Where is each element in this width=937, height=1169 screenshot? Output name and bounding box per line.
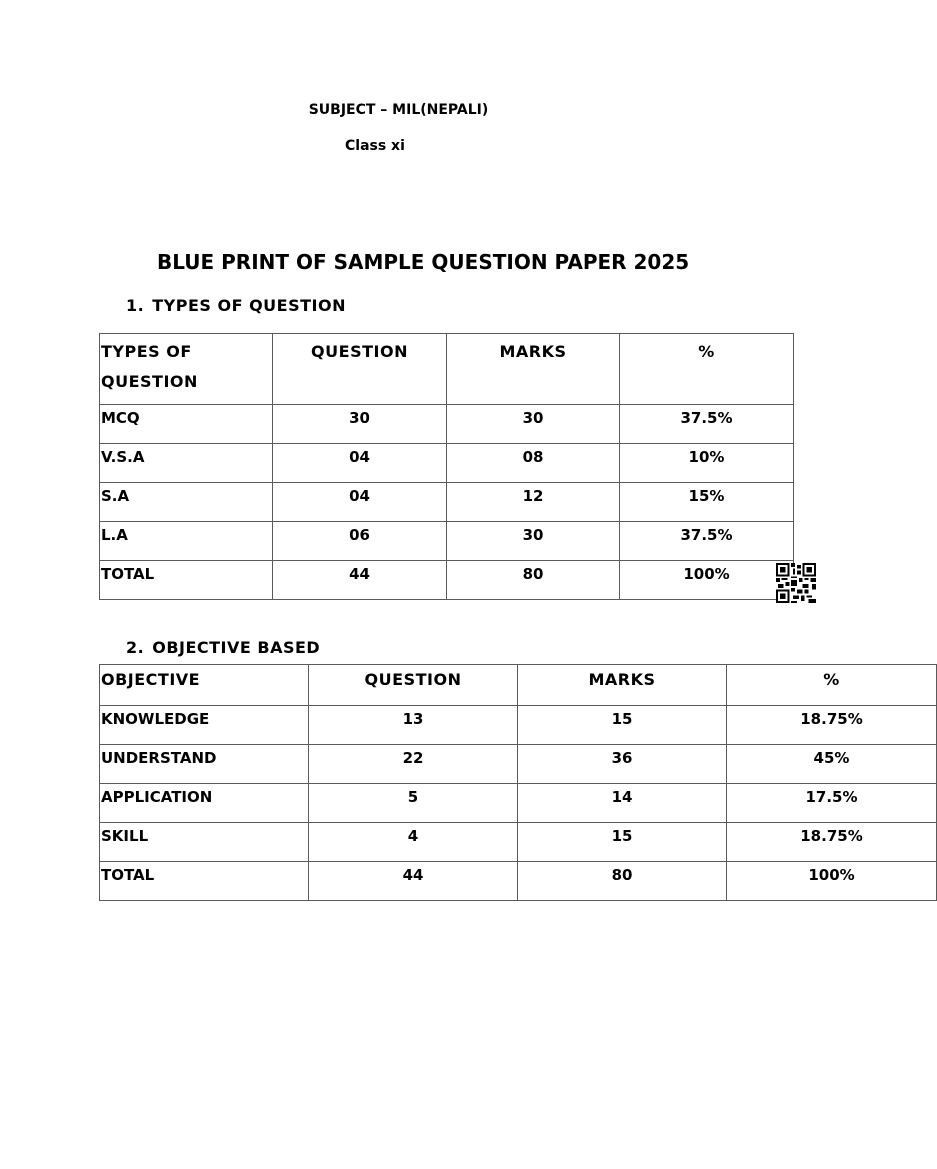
column-header: OBJECTIVE xyxy=(100,665,309,706)
table-cell: 12 xyxy=(447,483,620,522)
table-cell: 14 xyxy=(518,784,727,823)
column-header: TYPES OF QUESTION xyxy=(100,334,273,405)
table-cell: 04 xyxy=(273,444,447,483)
objective-based-table xyxy=(99,664,937,901)
table-row xyxy=(100,706,937,745)
table-cell: 36 xyxy=(518,745,727,784)
table-row xyxy=(100,522,794,561)
table-row xyxy=(100,444,794,483)
table-row-total xyxy=(100,561,794,600)
table-cell: TOTAL xyxy=(100,862,309,901)
table-cell: 100% xyxy=(727,862,937,901)
table-cell: 4 xyxy=(309,823,518,862)
table-cell: V.S.A xyxy=(100,444,273,483)
section-title: TYPES OF QUESTION xyxy=(152,296,346,315)
column-header: % xyxy=(727,665,937,706)
table-cell: 15 xyxy=(518,706,727,745)
table-cell: 100% xyxy=(620,561,794,600)
table-cell: 08 xyxy=(447,444,620,483)
page-title: BLUE PRINT OF SAMPLE QUESTION PAPER 2025 xyxy=(157,250,690,274)
table-cell: 45% xyxy=(727,745,937,784)
table-cell: 30 xyxy=(447,522,620,561)
column-header: QUESTION xyxy=(273,334,447,405)
objective-table-clip xyxy=(99,664,863,896)
table-cell: 5 xyxy=(309,784,518,823)
table-cell: 37.5% xyxy=(620,405,794,444)
table-cell: TOTAL xyxy=(100,561,273,600)
section-number: 2. xyxy=(126,638,145,657)
table-cell: 18.75% xyxy=(727,823,937,862)
table-cell: 80 xyxy=(447,561,620,600)
table-row xyxy=(100,483,794,522)
table-cell: UNDERSTAND xyxy=(100,745,309,784)
table-cell: APPLICATION xyxy=(100,784,309,823)
table-row xyxy=(100,823,937,862)
section-number: 1. xyxy=(126,296,145,315)
table-cell: SKILL xyxy=(100,823,309,862)
table-row xyxy=(100,405,794,444)
column-header: MARKS xyxy=(518,665,727,706)
table-cell: 13 xyxy=(309,706,518,745)
table-cell: 17.5% xyxy=(727,784,937,823)
table-cell: KNOWLEDGE xyxy=(100,706,309,745)
table-cell: 04 xyxy=(273,483,447,522)
table-cell: 06 xyxy=(273,522,447,561)
qr-code-icon xyxy=(776,563,816,603)
types-of-question-table xyxy=(99,333,794,600)
table-header-row xyxy=(100,665,937,706)
table-cell: 18.75% xyxy=(727,706,937,745)
table-header-row xyxy=(100,334,794,405)
column-header: MARKS xyxy=(447,334,620,405)
table-cell: 10% xyxy=(620,444,794,483)
table-cell: 15% xyxy=(620,483,794,522)
table-cell: S.A xyxy=(100,483,273,522)
column-header: % xyxy=(620,334,794,405)
table-cell: 37.5% xyxy=(620,522,794,561)
table-cell: 22 xyxy=(309,745,518,784)
table-cell: 44 xyxy=(309,862,518,901)
section-heading-types xyxy=(126,296,346,315)
section-heading-objective xyxy=(126,638,320,657)
table-row xyxy=(100,745,937,784)
table-row-total xyxy=(100,862,937,901)
table-row xyxy=(100,784,937,823)
subject-line: SUBJECT – MIL(NEPALI) xyxy=(308,102,489,118)
section-title: OBJECTIVE BASED xyxy=(152,638,321,657)
table-cell: 44 xyxy=(273,561,447,600)
table-cell: MCQ xyxy=(100,405,273,444)
table-cell: 15 xyxy=(518,823,727,862)
class-line: Class xi xyxy=(345,138,405,154)
table-cell: 80 xyxy=(518,862,727,901)
table-cell: 30 xyxy=(273,405,447,444)
table-cell: L.A xyxy=(100,522,273,561)
table-cell: 30 xyxy=(447,405,620,444)
column-header: QUESTION xyxy=(309,665,518,706)
